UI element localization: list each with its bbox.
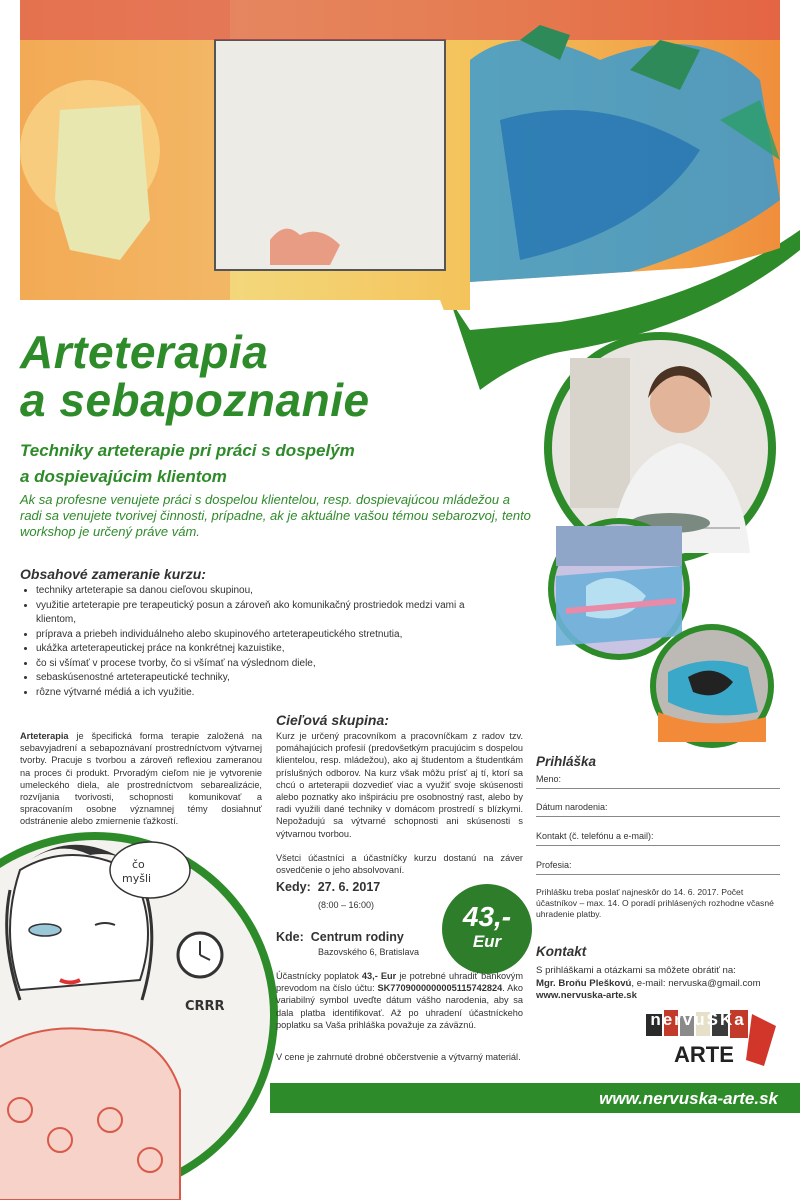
content-focus-list: [22, 584, 536, 700]
logo-top-text: nervuŠKa: [650, 1010, 746, 1029]
fee-paragraph: [276, 970, 523, 1031]
when-time: (8:00 – 16:00): [318, 900, 375, 910]
svg-text:myšli: myšli: [122, 872, 152, 885]
contact-line-1: S prihláškami a otázkami sa môžete obrátiť na:: [536, 965, 736, 976]
footer-url-link[interactable]: www.nervuska-arte.sk: [599, 1089, 778, 1108]
price-badge: [442, 884, 532, 974]
fee-text-2: je potrebné uhradiť bankovým prevodom na číslo účtu:: [276, 971, 523, 994]
target-group-text: Kurz je určený pracovníkom a pracovníčkam z radov tzv. pomáhajúcich profesií (predovšetkým pracujúcim s dospelou klientelou, resp. mládežou), ako aj študentom a študentkám príslušných odborov. Na kurz však môžu prísť aj tí, ktorí sa chcú o arteterapii dozvedieť viac a využiť svoje skúsenosti alebo poznatky ako inšpiráciu pre osobnostný rast, alebo by radi využili dané techniky v domácom prostredí s blízkymi. Nepožadujú sa výtvarné schopnosti ani skúsenosti s výtvarnou tvorbou.: [276, 731, 523, 839]
intro-text: Ak sa profesne venujete práci s dospelou klientelou, resp. dospievajúcou mládežou a radi sa venujete tvorivej činnosti, prípadne, ak je aktuálne vašou témou sebarozvoj, tento workshop je určený práve vám.: [20, 492, 531, 539]
when-label: Kedy:: [276, 880, 311, 894]
list-item: • využitie arteterapie pre terapeutický posun a zároveň ako komunikačný prostriedok medzi vami a klientom,: [36, 599, 506, 628]
contact-email: , e-mail: nervuska@gmail.com: [631, 977, 761, 989]
page-subtitle: [20, 438, 490, 490]
when-date: 27. 6. 2017: [317, 880, 381, 894]
list-item: • ukážka arteterapeutickej práce na konkrétnej kazuistike,: [36, 642, 536, 657]
list-item: • čo si všímať v procese tvorby, čo si všímať na výslednom diele,: [36, 657, 536, 672]
definition-text: je špecifická forma terapie založená na sebavyjadrení a sebapoznávaní prostredníctvom výtvarnej tvorby. Pracuje s tvorbou a zároveň reflexiou zameranou na proces či produkt. Prvoradým cieľom nie je vytvorenie umeleckého diela, ale prostredníctvom sebarealizácie, rozvíjania tvorivosti, schopnosti komunikovať a spracovaním osobne významnej témy dosiahnuť odstránenie alebo zmiernenie ťažkostí.: [20, 731, 262, 827]
form-heading: Prihláška: [536, 754, 597, 769]
form-field-profession[interactable]: Profesia:: [536, 860, 780, 875]
contact-heading: Kontakt: [536, 944, 587, 959]
fee-included: V cene je zahrnuté drobné občerstvenie a výtvarný materiál.: [276, 1052, 521, 1062]
when-block: [276, 880, 380, 894]
logo-bottom-text: ARTE: [674, 1042, 734, 1067]
contact-text: [536, 965, 786, 1003]
form-note: Prihlášku treba poslať najneskôr do 14. 6. 2017. Počet účastníkov – max. 14. O poradí prihlásených rozhodne včasné uhradenie platby.: [536, 887, 774, 919]
list-item: • sebaskúsenostné arteterapeutické techniky,: [36, 671, 536, 686]
drawing-girl-circle: [0, 830, 280, 1200]
fee-text-1: Účastnícky poplatok: [276, 971, 362, 981]
price-amount: 43,-: [462, 901, 512, 932]
where-block: [276, 930, 404, 944]
definition-term: Arteterapia: [20, 731, 69, 741]
list-item: • príprava a priebeh individuálneho alebo skupinového arteterapeutického stretnutia,: [36, 628, 536, 643]
certificate-text: Všetci účastníci a účastníčky kurzu dostanú na záver osvedčenie o jeho absolvovaní.: [276, 853, 523, 876]
form-field-name[interactable]: Meno:: [536, 774, 780, 789]
target-group-heading: Cieľová skupina:: [276, 712, 389, 728]
content-focus-heading: Obsahové zameranie kurzu:: [20, 566, 206, 582]
nervuska-arte-logo: [646, 1008, 778, 1072]
title-line-2: a sebapoznanie: [20, 374, 370, 426]
where-place: Centrum rodiny: [310, 930, 404, 944]
price-currency: Eur: [472, 932, 502, 951]
where-address: Bazovského 6, Bratislava: [318, 947, 420, 957]
svg-text:čo: čo: [132, 858, 145, 871]
svg-text:CRRR: CRRR: [185, 999, 225, 1014]
definition-paragraph: [20, 730, 262, 828]
form-field-contact[interactable]: Kontakt (č. telefónu a e-mail):: [536, 831, 780, 846]
list-item: • rôzne výtvarné médiá a ich využitie.: [36, 686, 536, 701]
fee-text-3: . Ako variabilný symbol uveďte dátum vášho narodenia, aby sa dala platba identifikovať. Až po uhradení účastníckeho poplatku sa Vaša prihláška považuje za záväznú.: [276, 983, 523, 1030]
where-label: Kde:: [276, 930, 304, 944]
title-line-1: Arteterapia: [20, 326, 269, 378]
subtitle-line-1: Techniky arteterapie pri práci s dospelým: [20, 441, 355, 460]
contact-name: Mgr. Broňu Pleškovú: [536, 977, 632, 989]
list-item: • techniky arteterapie sa danou cieľovou skupinou,: [36, 584, 536, 599]
contact-web-link[interactable]: www.nervuska-arte.sk: [536, 990, 637, 1001]
fee-account: SK7709000000005115742824: [377, 983, 503, 994]
form-field-birthdate[interactable]: Dátum narodenia:: [536, 802, 780, 817]
fee-amount: 43,- Eur: [361, 971, 397, 981]
page-title: [20, 328, 370, 424]
subtitle-line-2: a dospievajúcim klientom: [20, 467, 227, 486]
photo-artwork-circle-2: [648, 622, 776, 750]
